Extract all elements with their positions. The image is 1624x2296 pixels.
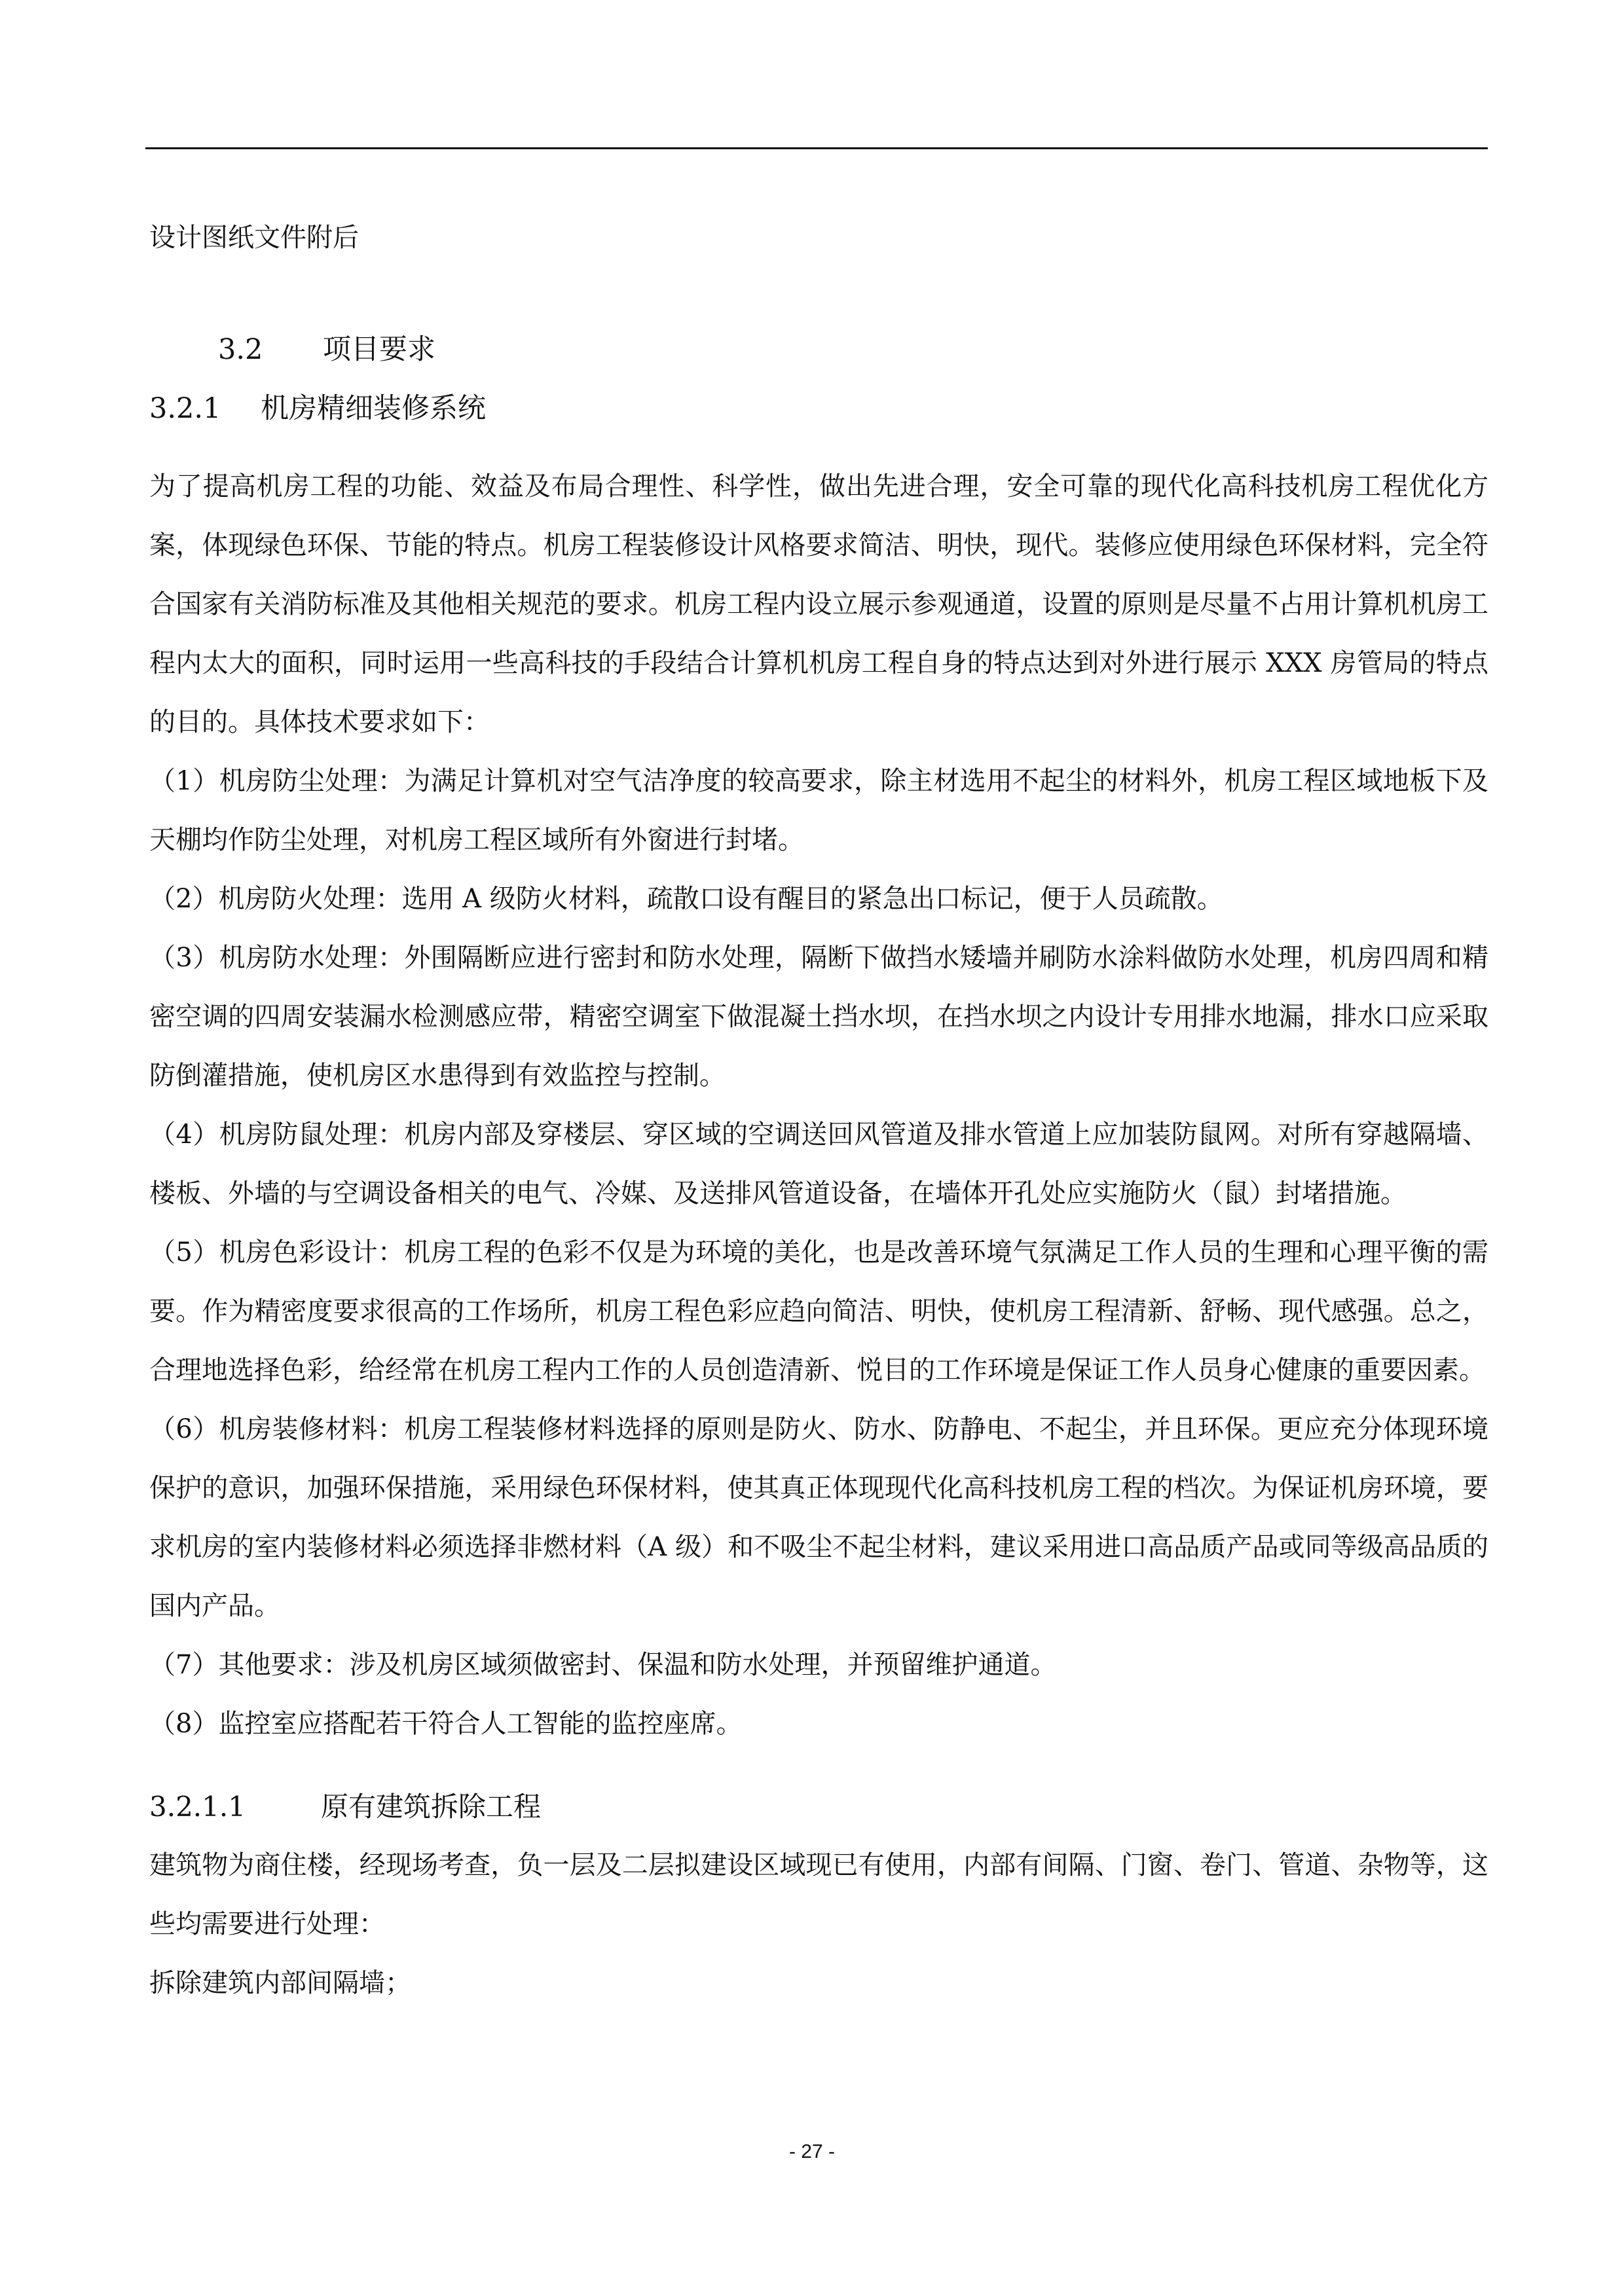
intro-paragraph: 为了提高机房工程的功能、效益及布局合理性、科学性，做出先进合理，安全可靠的现代化高科技机房工程优化方案，体现绿色环保、节能的特点。机房工程装修设计风格要求简洁、明快，现代。装修应使用绿色环保材料，完全符合国家有关消防标准及其他相关规范的要求。机房工程内设立展示参观通道，设置的原则是尽量不占用计算机机房工程内太大的面积，同时运用一些高科技的手段结合计算机机房工程自身的特点达到对外进行展示 XXX 房管局的特点的目的。具体技术要求如下：: [149, 471, 1488, 737]
subsubsection-number: 3.2.1.1: [149, 1791, 246, 1823]
section-heading: [218, 330, 1488, 369]
section-number: 3.2: [218, 333, 263, 366]
requirement-item-3: （3）机房防水处理：外围隔断应进行密封和防水处理，隔断下做挡水矮墙并刷防水涂料做防水处理，机房四周和精密空调的四周安装漏水检测感应带，精密空调室下做混凝土挡水坝，在挡水坝之内设计专用排水地漏，排水口应采取防倒灌措施，使机房区水患得到有效监控与控制。: [149, 943, 1488, 1091]
requirement-item-7: （7）其他要求：涉及机房区域须做密封、保温和防水处理，并预留维护通道。: [149, 1650, 1057, 1680]
section-title: 项目要求: [323, 333, 435, 366]
header-rule: [145, 147, 1488, 149]
requirement-item-4: （4）机房防鼠处理：机房内部及穿楼层、穿区域的空调送回风管道及排水管道上应加装防鼠网。对所有穿越隔墙、楼板、外墙的与空调设备相关的电气、冷媒、及送排风管道设备，在墙体开孔处应实施防火（鼠）封堵措施。: [149, 1120, 1488, 1209]
requirement-item-5: （5）机房色彩设计：机房工程的色彩不仅是为环境的美化，也是改善环境气氛满足工作人员的生理和心理平衡的需要。作为精密度要求很高的工作场所，机房工程色彩应趋向简洁、明快，使机房工程清新、舒畅、现代感强。总之，合理地选择色彩，给经常在机房工程内工作的人员创造清新、悦目的工作环境是保证工作人员身心健康的重要因素。: [149, 1237, 1488, 1385]
subsection-heading: [149, 389, 1488, 428]
subsubsection-title: 原有建筑拆除工程: [321, 1791, 542, 1823]
demolition-paragraph: 建筑物为商住楼，经现场考查，负一层及二层拟建设区域现已有使用，内部有间隔、门窗、卷门、管道、杂物等，这些均需要进行处理：: [149, 1850, 1488, 1939]
requirement-item-8: （8）监控室应搭配若干符合人工智能的监控座席。: [149, 1709, 743, 1739]
requirement-item-6: （6）机房装修材料：机房工程装修材料选择的原则是防火、防水、防静电、不起尘，并且环保。更应充分体现环境保护的意识，加强环保措施，采用绿色环保材料，使其真正体现现代化高科技机房工程的档次。为保证机房环境，要求机房的室内装修材料必须选择非燃材料（A 级）和不吸尘不起尘材料，建议采用进口高品质产品或同等级高品质的国内产品。: [149, 1414, 1488, 1621]
page-number: - 27 -: [788, 2141, 836, 2162]
subsection-number: 3.2.1: [149, 392, 221, 425]
demolition-item: 拆除建筑内部间隔墙；: [149, 1968, 411, 1998]
requirement-item-1: （1）机房防尘处理：为满足计算机对空气洁净度的较高要求，除主材选用不起尘的材料外，机房工程区域地板下及天棚均作防尘处理，对机房工程区域所有外窗进行封堵。: [149, 766, 1488, 855]
document-content: [149, 196, 1488, 2013]
subsection-title: 机房精细装修系统: [261, 392, 486, 425]
lead-text: 设计图纸文件附后: [149, 223, 359, 253]
requirement-item-2: （2）机房防火处理：选用 A 级防火材料，疏散口设有醒目的紧急出口标记，便于人员疏散。: [149, 884, 1223, 914]
subsubsection-heading: [149, 1787, 1488, 1827]
